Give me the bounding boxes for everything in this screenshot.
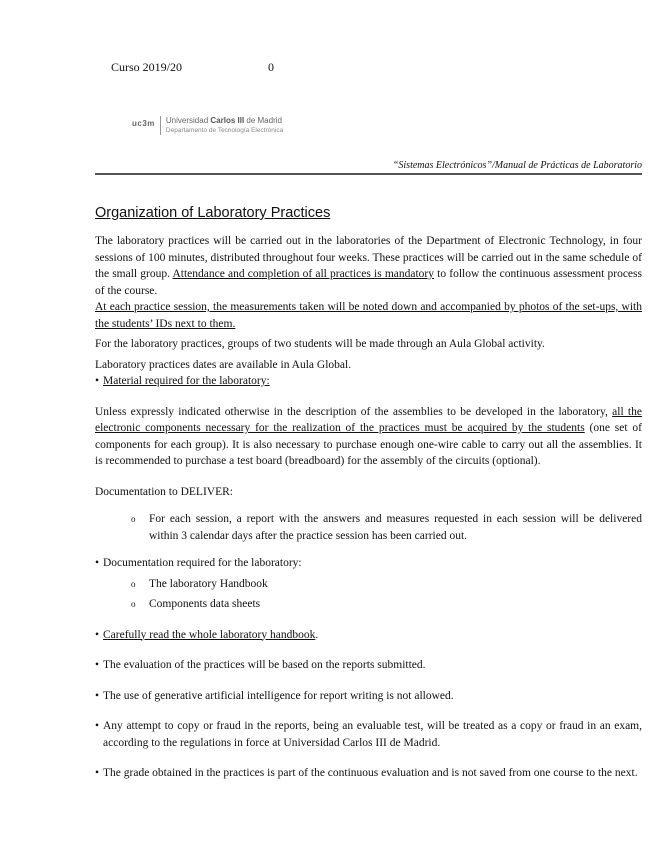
fraud-text: Any attempt to copy or fraud in the reports, being an evaluable test, will be treated as a copy or fraud in an exam, according to the regulations in force at Universidad Carlos III de Madrid. xyxy=(103,720,642,749)
para1-end: to follow the continuous assessment process of the course. xyxy=(95,268,642,297)
paragraph-dates: Laboratory practices dates are available in Aula Global. xyxy=(95,358,352,371)
paragraph-schedule xyxy=(95,233,642,299)
required-heading: Documentation required for the laboratory: xyxy=(103,557,302,569)
required-item-text: Components data sheets xyxy=(149,598,261,610)
material-heading: Material required for the laboratory: xyxy=(103,375,270,387)
header-rule xyxy=(95,173,642,175)
deliver-heading: Documentation to DELIVER: xyxy=(95,485,233,498)
sub-bullet-icon: o xyxy=(131,599,136,609)
page-content xyxy=(95,205,642,782)
grade-row xyxy=(95,765,642,782)
manual-title: “Sistemas Electrónicos”/Manual de Prácticas de Laboratorio xyxy=(392,160,642,171)
para1-mandatory: Attendance and completion of all practices is mandatory xyxy=(172,268,435,280)
university-logo xyxy=(132,116,283,138)
sub-bullet-icon: o xyxy=(131,514,136,524)
page-number: 0 xyxy=(268,60,274,74)
page-title: Organization of Laboratory Practices xyxy=(95,205,331,221)
logo-texts xyxy=(166,116,283,135)
bullet-icon: • xyxy=(95,767,100,779)
paragraph-groups: For the laboratory practices, groups of two students will be made through an Aula Global activity. xyxy=(95,338,545,350)
bullet-icon: • xyxy=(95,659,100,671)
deliver-item xyxy=(131,511,642,544)
bullet-icon: • xyxy=(95,689,100,702)
required-item xyxy=(131,596,642,613)
read-handbook-text xyxy=(103,627,642,644)
grade-text: The grade obtained in the practices is part of the continuous evaluation and is not saved from one course to the next. xyxy=(103,767,638,779)
university-name xyxy=(166,116,283,126)
deliver-item-text: For each session, a report with the answers and measures requested in each session will be delivered within 3 calendar days after the practice session has been carried out. xyxy=(149,513,642,542)
course-label: Curso 2019/20 xyxy=(111,60,183,74)
para1-text: The laboratory practices will be carried out in the laboratories of the Department of Electronic Technology, in four sessions of 100 minutes, distributed throughout four weeks. These practices will be carried out in the same schedule of the small group. xyxy=(95,235,642,280)
evaluation-row xyxy=(95,657,642,674)
paragraph-measurements: At each practice session, the measurements taken will be noted down and accompanied by photos of the set-ups, with the students’ IDs next to them. xyxy=(95,301,642,330)
logo-separator xyxy=(160,116,161,135)
ai-policy-row xyxy=(95,688,642,705)
paragraph-components xyxy=(95,404,642,470)
required-item xyxy=(131,576,642,593)
ai-policy-text: The use of generative artificial intelligence for report writing is not allowed. xyxy=(103,689,454,702)
university-prefix: Universidad xyxy=(165,116,211,125)
department-name: Departamento de Tecnología Electrónica xyxy=(165,127,284,134)
para5-text: Unless expressly indicated otherwise in the description of the assemblies to be developed in the laboratory, xyxy=(95,405,613,418)
bullet-icon: • xyxy=(95,720,100,732)
required-heading-row xyxy=(95,555,642,572)
required-item-text: The laboratory Handbook xyxy=(149,577,268,590)
sub-bullet-icon: o xyxy=(131,578,136,589)
uc3m-mark: uc3m xyxy=(132,119,155,128)
read-handbook-row xyxy=(95,627,642,644)
university-bold: Carlos III xyxy=(210,116,245,125)
read-handbook-period: . xyxy=(315,628,319,641)
material-heading-row xyxy=(95,373,642,390)
evaluation-text: The evaluation of the practices will be based on the reports submitted. xyxy=(103,659,426,671)
bullet-icon: • xyxy=(95,375,100,387)
para5-acquired: all the electronic components necessary for the realization of the practices must be acquired by the students xyxy=(95,405,642,434)
bullet-icon: • xyxy=(95,628,100,641)
para5-end: (one set of components for each group). It is also necessary to purchase enough one-wire cable to carry out all the assemblies. It is recommended to purchase a test board (breadboard) for the assembly of the circuits (optional). xyxy=(95,422,642,467)
course-header xyxy=(111,60,274,75)
bullet-icon: • xyxy=(95,557,100,569)
fraud-row xyxy=(95,718,642,751)
university-suffix: de Madrid xyxy=(244,116,282,125)
read-handbook-underlined: Carefully read the whole laboratory handbook xyxy=(103,628,316,641)
